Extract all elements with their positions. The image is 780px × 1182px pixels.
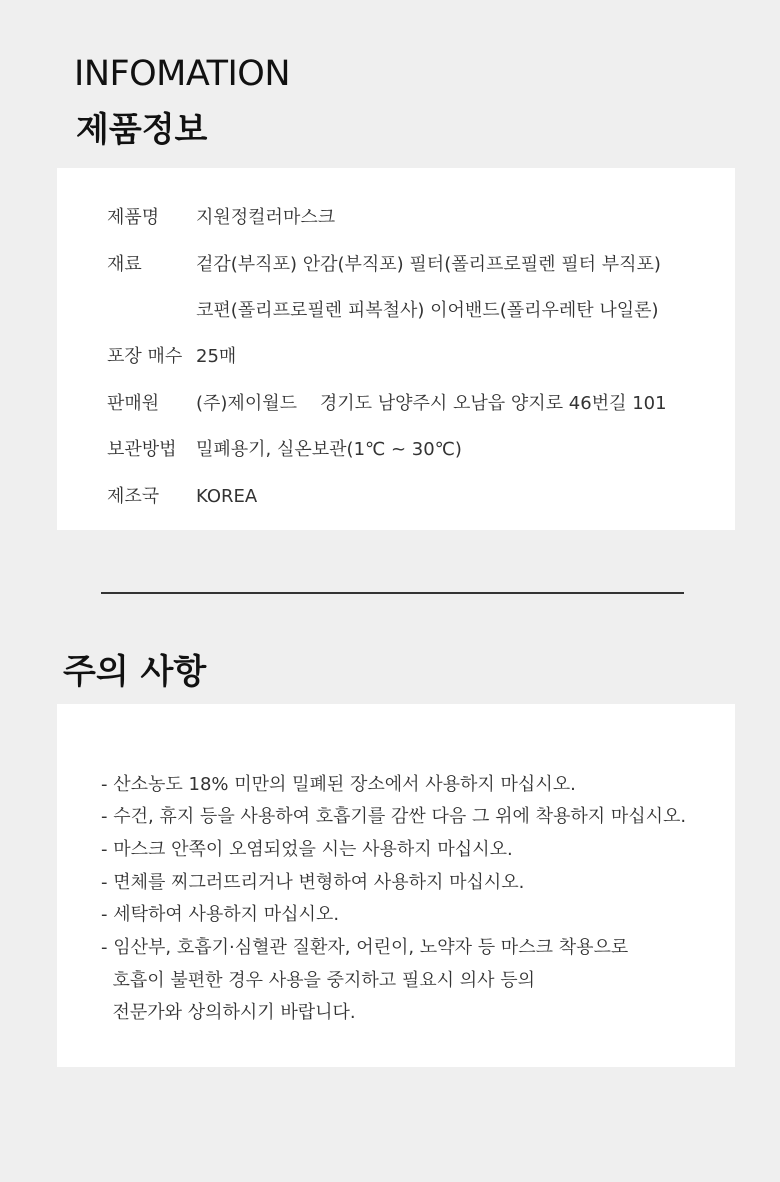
info-row-label: 판매원	[107, 393, 160, 414]
caution-line: - 임산부, 호흡기·심혈관 질환자, 어린이, 노약자 등 마스크 착용으로	[101, 937, 629, 958]
caution-line: - 산소농도 18% 미만의 밀폐된 장소에서 사용하지 마십시오.	[101, 774, 576, 795]
info-row-value: 25매	[196, 346, 237, 367]
info-heading-en: INFOMATION	[74, 54, 291, 94]
info-row-value: 겉감(부직포) 안감(부직포) 필터(폴리프로필렌 필터 부직포)	[196, 254, 661, 275]
caution-line: - 세탁하여 사용하지 마십시오.	[101, 904, 340, 925]
info-row-value: (주)제이월드 경기도 남양주시 오남읍 양지로 46번길 101	[196, 393, 667, 414]
info-row-value: 코편(폴리프로필렌 피복철사) 이어밴드(폴리우레탄 나일론)	[196, 300, 659, 321]
info-row-label: 제품명	[107, 207, 160, 228]
info-row-label: 포장 매수	[107, 346, 183, 367]
caution-line: 전문가와 상의하시기 바랍니다.	[101, 1002, 356, 1023]
info-row-label: 보관방법	[107, 439, 177, 460]
caution-line: - 마스크 안쪽이 오염되었을 시는 사용하지 마십시오.	[101, 839, 513, 860]
caution-line: - 면체를 찌그러뜨리거나 변형하여 사용하지 마십시오.	[101, 872, 525, 893]
product-info-card	[57, 168, 735, 530]
info-row-label: 제조국	[107, 486, 160, 507]
info-row-value: 지원정컬러마스크	[196, 207, 336, 228]
info-row-label: 재료	[107, 254, 142, 275]
section-divider	[101, 592, 684, 594]
info-row-value: 밀폐용기, 실온보관(1℃ ~ 30℃)	[196, 439, 462, 460]
caution-line: 호흡이 불편한 경우 사용을 중지하고 필요시 의사 등의	[101, 970, 536, 991]
caution-heading: 주의 사항	[63, 652, 207, 692]
caution-card	[57, 704, 735, 1067]
info-heading-ko: 제품정보	[76, 110, 208, 150]
caution-line: - 수건, 휴지 등을 사용하여 호흡기를 감싼 다음 그 위에 착용하지 마십시오.	[101, 806, 687, 827]
info-row-value: KOREA	[196, 486, 258, 507]
